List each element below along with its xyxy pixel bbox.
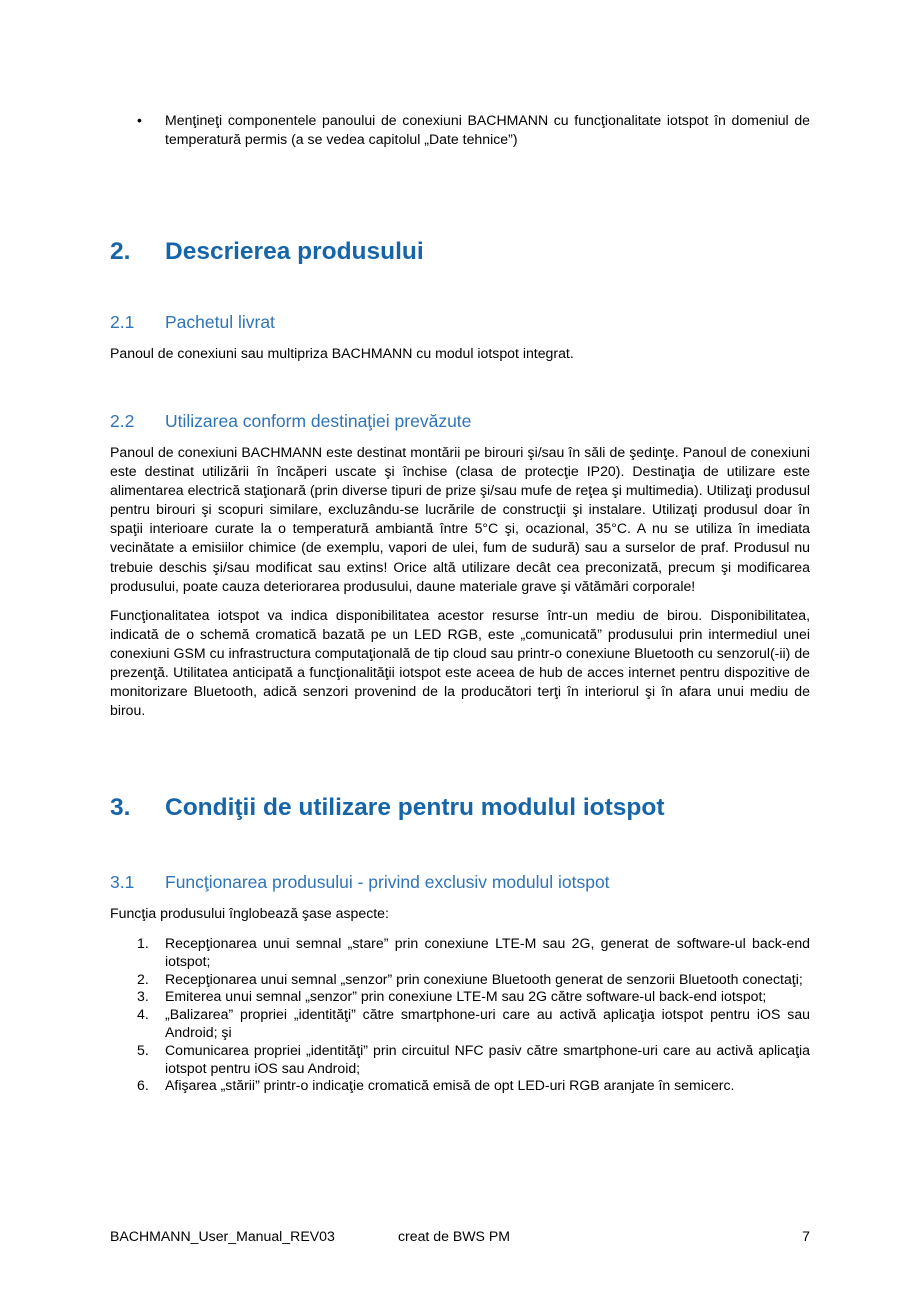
subsection-number: 2.1 (110, 312, 135, 332)
footer-author: creat de BWS PM (398, 1228, 510, 1244)
list-number: 4. (137, 1006, 149, 1023)
list-text: Comunicarea propriei „identităţi” prin circuitul NFC pasiv către smartphone-uri care au activă aplicaţia iotspot pentru iOS sau Android; (165, 1041, 810, 1076)
bullet-icon: • (137, 112, 142, 128)
subsection-number: 3.1 (110, 872, 135, 892)
subsection-2-1-heading (110, 310, 275, 334)
list-text: Afişarea „stării” printr-o indicaţie cromatică emisă de opt LED-uri RGB aranjate în semicerc. (165, 1077, 735, 1094)
subsection-3-1-intro (110, 904, 810, 923)
subsection-title: Pachetul livrat (165, 312, 275, 332)
section-title: Condiţii de utilizare pentru modulul iotspot (165, 794, 665, 821)
list-item (110, 935, 810, 971)
subsection-3-1-heading (110, 870, 610, 894)
subsection-2-2-heading (110, 409, 471, 433)
list-number: 3. (137, 988, 149, 1005)
paragraph: Funcţionalitatea iotspot va indica disponibilitatea acestor resurse într-un mediu de birou. Disponibilitatea, indicată de o schemă cromatică bazată pe un LED RGB, este „comunicată” produsului prin intermediul unei conexiuni GSM cu infrastructura computaţională de tip cloud sau printr-o conexiune Bluetooth cu senzorul(-ii) de prezenţă. Utilitatea anticipată a funcţionalităţii iotspot este aceea de hub de acces internet pentru dispozitive de monitorizare Bluetooth, adică senzori provenind de la producători terţi în interiorul şi în afara unui mediu de birou. (110, 606, 810, 719)
list-text: Recepţionarea unui semnal „senzor” prin conexiune Bluetooth generat de senzorii Bluetooth conectaţi; (165, 970, 803, 987)
subsection-title: Funcţionarea produsului - privind exclusiv modulul iotspot (165, 872, 610, 892)
list-number: 2. (137, 970, 149, 987)
bullet-text: Menţineţi componentele panoului de conexiuni BACHMANN cu funcţionalitate iotspot în domeniul de temperatură permis (a se vedea capitolul „Date tehnice”) (165, 112, 810, 148)
list-number: 5. (137, 1041, 149, 1058)
list-text: Recepţionarea unui semnal „stare” prin conexiune LTE-M sau 2G, generat de software-ul back-end iotspot; (165, 935, 810, 969)
subsection-2-2-body (110, 443, 810, 720)
paragraph: Panoul de conexiuni sau multipriza BACHMANN cu modul iotspot integrat. (110, 345, 574, 361)
subsection-number: 2.2 (110, 411, 135, 431)
aspects-list (110, 935, 810, 1095)
intro-bullet (110, 111, 810, 149)
subsection-title: Utilizarea conform destinaţiei prevăzute (165, 411, 472, 431)
subsection-2-1-body (110, 344, 810, 363)
list-item (110, 1006, 810, 1042)
document-page (110, 0, 810, 1300)
section-3-heading (110, 793, 665, 823)
paragraph: Panoul de conexiuni BACHMANN este destinat montării pe birouri şi/sau în săli de şedinţe. Panoul de conexiuni este destinat utilizării în încăperi uscate şi închise (clasa de protecţie IP20). Destinaţia de utilizare este alimentarea electrică staţionară (prin diverse tipuri de prize şi/sau mufe de reţea şi multimedia). Utilizaţi produsul pentru birouri şi scopuri similare, excluzându-se lucrările de construcţii şi instalare. Utilizaţi produsul doar în spaţii interioare curate la o temperatură ambiantă între 5°C şi, ocazional, 35°C. A nu se utiliza în imediata vecinătate a emisiilor chimice (de exemplu, vapori de ulei, fum de sudură) sau a surselor de praf. Produsul nu trebuie deschis şi/sau modificat sau extins! Orice altă utilizare decât cea preconizată, precum şi modificarea produsului, poate cauza deteriorarea produsului, daune materiale grave şi vătămări corporale! (110, 444, 810, 594)
list-text: Emiterea unui semnal „senzor” prin conexiune LTE-M sau 2G către software-ul back-end iotspot; (165, 988, 767, 1005)
list-number: 1. (137, 935, 149, 951)
list-number: 6. (137, 1077, 149, 1094)
section-number: 2. (110, 238, 131, 265)
list-text: „Balizarea” propriei „identităţi” către smartphone-uri care au activă aplicaţia iotspot pentru iOS sau Android; şi (165, 1006, 810, 1040)
list-item (110, 1077, 810, 1095)
page-number: 7 (802, 1228, 810, 1244)
list-item (110, 971, 810, 989)
section-2-heading (110, 237, 424, 267)
section-number: 3. (110, 794, 131, 821)
list-item (110, 988, 810, 1006)
paragraph: Funcţia produsului înglobează şase aspecte: (110, 905, 389, 921)
footer-document-name: BACHMANN_User_Manual_REV03 (110, 1228, 335, 1244)
section-title: Descrierea produsului (165, 238, 424, 265)
list-item (110, 1042, 810, 1078)
